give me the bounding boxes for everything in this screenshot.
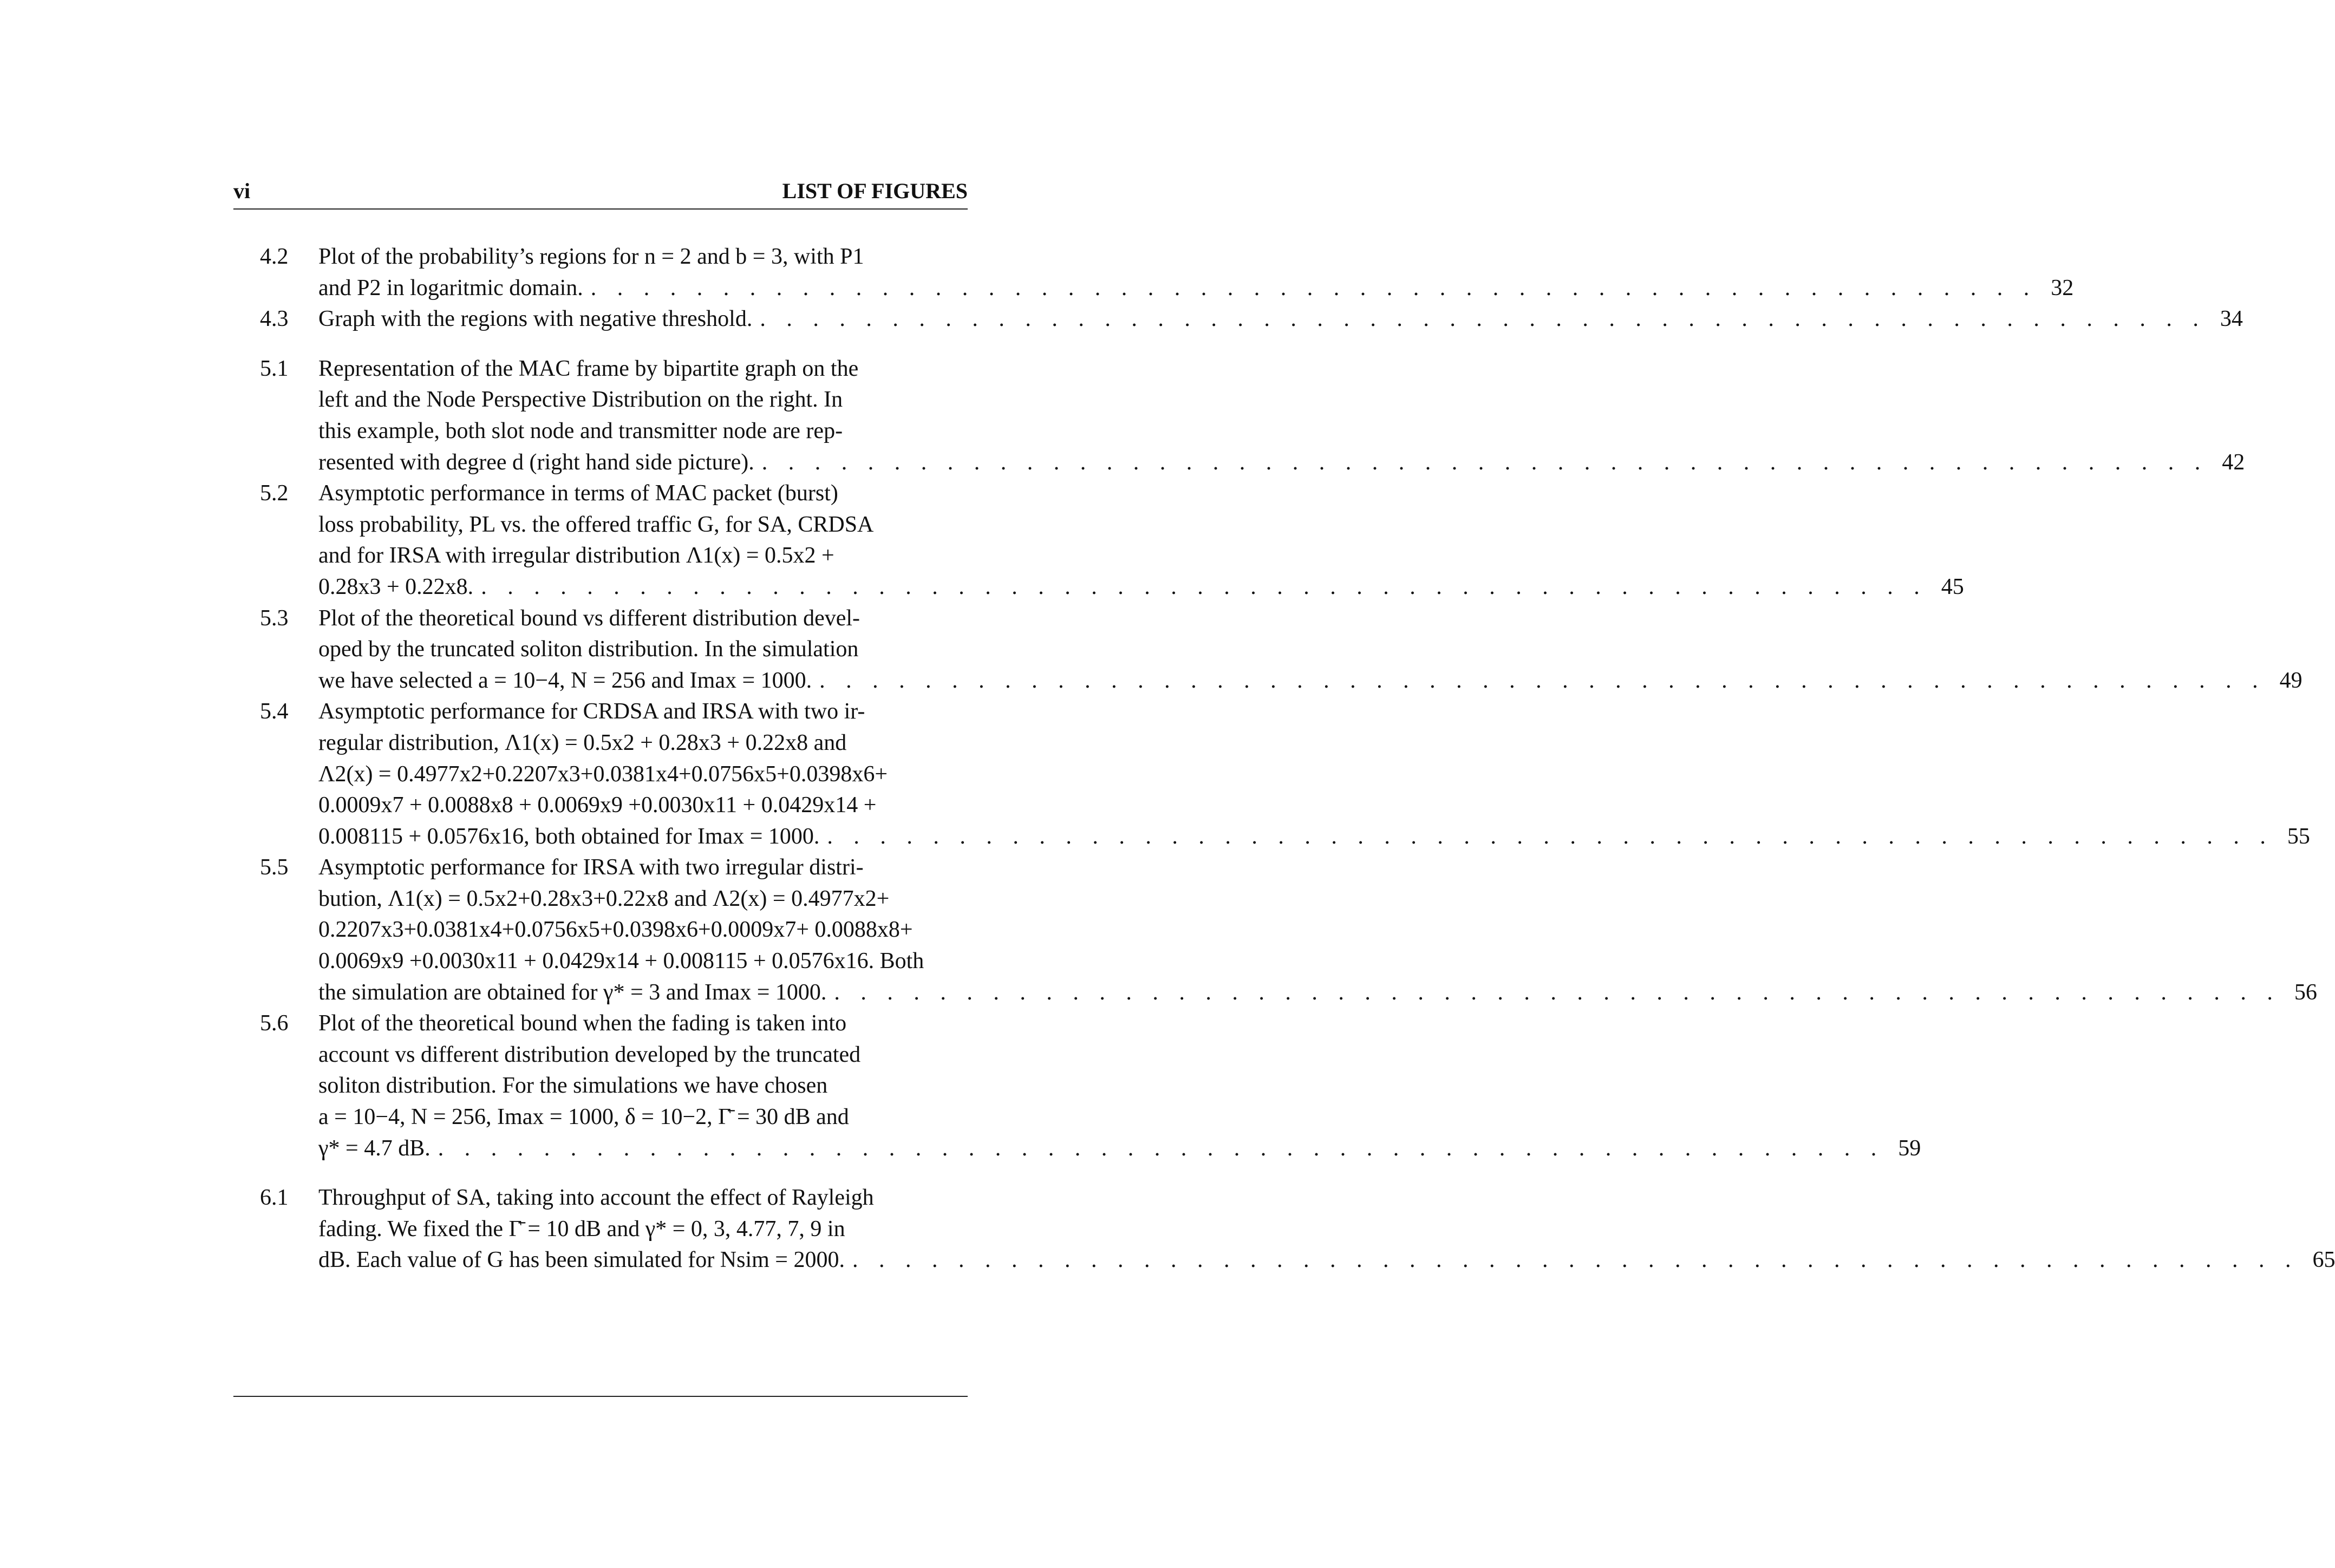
caption-line: a = 10−4, N = 256, Imax = 1000, δ = 10−2, Γ̄ = 30 dB and: [318, 1105, 849, 1130]
page-reference[interactable]: 49: [2279, 668, 2303, 693]
caption-line: Asymptotic performance for IRSA with two irregular distri-: [318, 855, 864, 880]
figure-entry[interactable]: [260, 354, 2245, 478]
caption-line: Asymptotic performance in terms of MAC packet (burst): [318, 481, 838, 506]
caption-line: account vs different distribution developed by the truncated: [318, 1042, 861, 1067]
page-number: vi: [233, 179, 251, 203]
caption-line: Λ2(x) = 0.4977x2+0.2207x3+0.0381x4+0.0756x5+0.0398x6+: [318, 761, 888, 787]
figure-entry[interactable]: [260, 1008, 1921, 1164]
caption-line: γ* = 4.7 dB.: [318, 1135, 431, 1161]
figure-caption: [318, 241, 2073, 304]
caption-line: we have selected a = 10−4, N = 256 and Imax = 1000.: [318, 668, 812, 693]
caption-last-line: [318, 821, 2310, 853]
figure-caption: [318, 1182, 2335, 1276]
caption-line: Representation of the MAC frame by bipartite graph on the: [318, 356, 859, 381]
figure-entry[interactable]: [260, 852, 2317, 1008]
caption-line: Throughput of SA, taking into account the effect of Rayleigh: [318, 1185, 874, 1211]
figure-number: 4.3: [260, 306, 289, 332]
figure-number: 5.4: [260, 699, 289, 724]
figure-number: 5.6: [260, 1011, 289, 1036]
figure-caption: [318, 696, 2310, 852]
figure-caption: [318, 304, 2243, 335]
caption-line: 0.2207x3+0.0381x4+0.0756x5+0.0398x6+0.0009x7+ 0.0088x8+: [318, 917, 913, 943]
figure-entry[interactable]: [260, 696, 2310, 852]
caption-line: Graph with the regions with negative threshold.: [318, 306, 753, 332]
leader-dots: . . . . . . . . . . . . . . . . . . . . . . . . . . . . . . . . . . . . . . . . . . . . . . . . . . . . . . .: [834, 979, 2280, 1005]
figure-caption: [318, 1008, 1921, 1164]
caption-line: dB. Each value of G has been simulated for Nsim = 2000.: [318, 1247, 845, 1273]
figure-caption: [318, 852, 2317, 1008]
page-reference[interactable]: 34: [2220, 306, 2243, 332]
leader-dots: . . . . . . . . . . . . . . . . . . . . . . . . . . . . . . . . . . . . . . . . . . . . . . . . . . . . . . .: [852, 1247, 2299, 1273]
caption-line: loss probability, PL vs. the offered traffic G, for SA, CRDSA: [318, 512, 874, 537]
page-header: [233, 176, 968, 210]
caption-last-line: [318, 304, 2243, 335]
page-reference[interactable]: 45: [1941, 574, 1964, 599]
caption-line: Plot of the theoretical bound vs different distribution devel-: [318, 605, 860, 631]
caption-last-line: [318, 1245, 2335, 1276]
figure-number: 5.2: [260, 481, 289, 506]
leader-dots: . . . . . . . . . . . . . . . . . . . . . . . . . . . . . . . . . . . . . . . . . . . . . . . . . . . . . . .: [438, 1135, 1884, 1161]
list-of-figures: [260, 241, 2335, 1276]
figure-entry[interactable]: [260, 304, 2243, 335]
figure-entry[interactable]: [260, 1182, 2335, 1276]
caption-line: Plot of the probability’s regions for n = 2 and b = 3, with P1: [318, 244, 864, 269]
figure-caption: [318, 354, 2245, 478]
caption-last-line: [318, 572, 1964, 603]
leader-dots: . . . . . . . . . . . . . . . . . . . . . . . . . . . . . . . . . . . . . . . . . . . . . . . . . . . . . . .: [761, 449, 2208, 475]
caption-line: 0.0069x9 +0.0030x11 + 0.0429x14 + 0.008115 + 0.0576x16. Both: [318, 949, 924, 974]
caption-line: left and the Node Perspective Distribution on the right. In: [318, 387, 843, 413]
caption-line: regular distribution, Λ1(x) = 0.5x2 + 0.28x3 + 0.22x8 and: [318, 730, 847, 755]
caption-last-line: [318, 273, 2073, 304]
caption-line: fading. We fixed the Γ̄ = 10 dB and γ* = 0, 3, 4.77, 7, 9 in: [318, 1216, 845, 1242]
figure-number: 4.2: [260, 244, 289, 269]
figure-caption: [318, 603, 2303, 697]
figure-number: 6.1: [260, 1185, 289, 1211]
caption-line: soliton distribution. For the simulations we have chosen: [318, 1073, 828, 1099]
caption-line: Asymptotic performance for CRDSA and IRSA with two ir-: [318, 699, 865, 724]
caption-line: 0.0009x7 + 0.0088x8 + 0.0069x9 +0.0030x11 + 0.0429x14 +: [318, 793, 877, 818]
leader-dots: . . . . . . . . . . . . . . . . . . . . . . . . . . . . . . . . . . . . . . . . . . . . . . . . . . . . . . .: [827, 824, 2273, 849]
caption-line: this example, both slot node and transmitter node are rep-: [318, 418, 843, 443]
caption-last-line: [318, 1133, 1921, 1165]
caption-line: and for IRSA with irregular distribution Λ1(x) = 0.5x2 +: [318, 543, 834, 569]
figure-caption: [318, 478, 1964, 603]
running-title: LIST OF FIGURES: [782, 179, 968, 203]
caption-last-line: [318, 977, 2317, 1009]
caption-line: and P2 in logaritmic domain.: [318, 275, 583, 300]
caption-line: 0.008115 + 0.0576x16, both obtained for Imax = 1000.: [318, 824, 820, 849]
page-reference[interactable]: 42: [2222, 449, 2245, 475]
figure-entry[interactable]: [260, 478, 1964, 603]
leader-dots: . . . . . . . . . . . . . . . . . . . . . . . . . . . . . . . . . . . . . . . . . . . . . . . . . . . . . . .: [819, 668, 2266, 693]
page-reference[interactable]: 32: [2051, 275, 2074, 300]
caption-line: bution, Λ1(x) = 0.5x2+0.28x3+0.22x8 and Λ2(x) = 0.4977x2+: [318, 886, 890, 911]
footer-rule: [233, 1396, 968, 1397]
caption-last-line: [318, 447, 2245, 479]
caption-last-line: [318, 665, 2303, 697]
figure-entry[interactable]: [260, 241, 2074, 304]
caption-line: Plot of the theoretical bound when the fading is taken into: [318, 1011, 847, 1036]
page-reference[interactable]: 59: [1898, 1135, 1921, 1161]
caption-line: oped by the truncated soliton distribution. In the simulation: [318, 637, 859, 662]
caption-line: resented with degree d (right hand side picture).: [318, 449, 754, 475]
leader-dots: . . . . . . . . . . . . . . . . . . . . . . . . . . . . . . . . . . . . . . . . . . . . . . . . . . . . . . .: [760, 306, 2206, 332]
figure-number: 5.5: [260, 855, 289, 880]
figure-number: 5.1: [260, 356, 289, 381]
page-reference[interactable]: 55: [2287, 824, 2310, 849]
figure-number: 5.3: [260, 605, 289, 631]
leader-dots: . . . . . . . . . . . . . . . . . . . . . . . . . . . . . . . . . . . . . . . . . . . . . . . . . . . . . . .: [481, 574, 1927, 599]
leader-dots: . . . . . . . . . . . . . . . . . . . . . . . . . . . . . . . . . . . . . . . . . . . . . . . . . . . . . . .: [590, 275, 2037, 300]
page-reference[interactable]: 56: [2294, 979, 2317, 1005]
caption-line: the simulation are obtained for γ* = 3 and Imax = 1000.: [318, 979, 827, 1005]
figure-entry[interactable]: [260, 603, 2303, 697]
page-reference[interactable]: 65: [2312, 1247, 2335, 1273]
caption-line: 0.28x3 + 0.22x8.: [318, 574, 474, 599]
